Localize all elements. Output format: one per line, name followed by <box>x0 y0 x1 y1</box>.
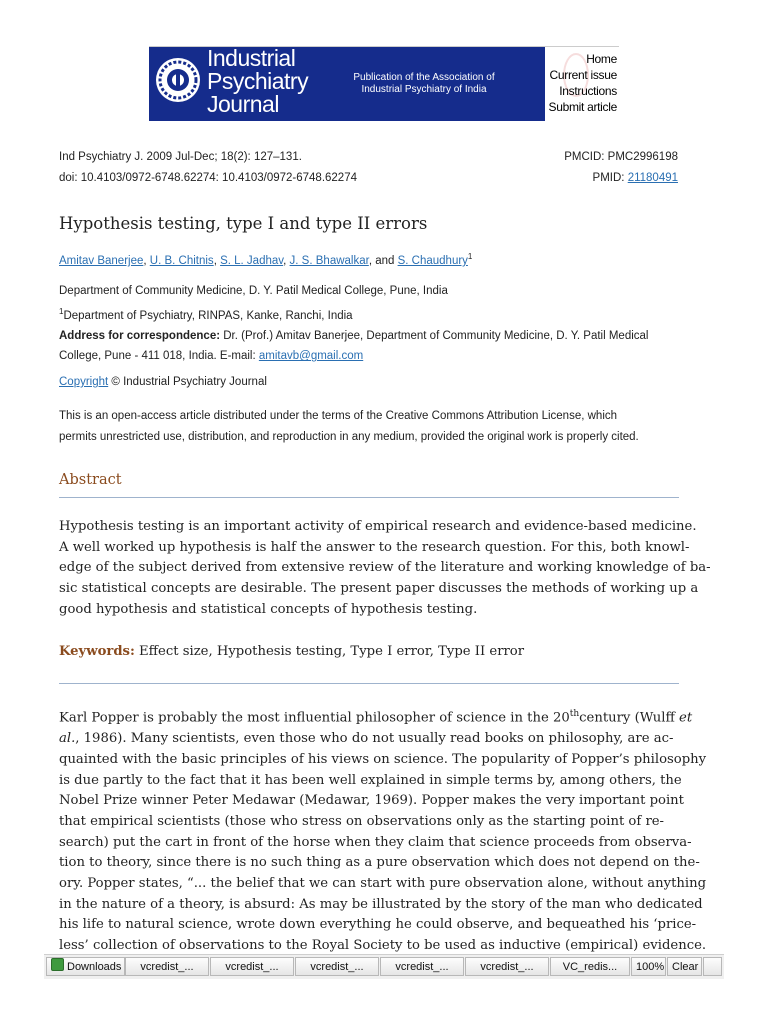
affiliation-marker: 1 <box>59 306 64 316</box>
email-link[interactable]: amitavb@gmail.com <box>258 350 364 363</box>
body-text-run: century (Wulff <box>579 710 680 726</box>
journal-logo-icon <box>155 57 201 103</box>
author-link[interactable]: S. L. Jadhav <box>220 254 284 267</box>
publication-line: Industrial Psychiatry of India <box>361 84 487 95</box>
nav-home-link[interactable]: Home <box>586 52 617 66</box>
doi: doi: 10.4103/0972-6748.62274: 10.4103/0972-6748.62274 <box>59 172 357 184</box>
affiliation-line-2 <box>59 302 689 326</box>
body-line: in the nature of a theory, is absurd: As may be illustrated by the story of the man who dedicated <box>59 896 703 912</box>
abstract-line: edge of the subject derived from extensive review of the literature and working knowledge of ba- <box>59 560 711 576</box>
body-line: quainted with the basic principles of his views on science. The popularity of Popper’s philosophy <box>59 751 707 767</box>
section-divider <box>59 497 679 498</box>
body-line: tion to theory, since there is no such thing as a pure observation which does not depend on the- <box>59 855 700 871</box>
section-divider <box>59 683 679 684</box>
journal-name-line: Journal <box>207 91 279 117</box>
abstract-line: sic statistical concepts are desirable. The present paper discusses the methods of working up a <box>59 581 699 597</box>
author-affiliation-marker: 1 <box>467 252 473 261</box>
pmcid: PMCID: PMC2996198 <box>564 151 678 163</box>
body-line: search) put the cart in front of the horse when they claim that science proceeds from observa- <box>59 834 692 850</box>
pmid-link[interactable]: 21180491 <box>627 172 678 184</box>
journal-banner <box>149 46 619 121</box>
downloads-icon <box>51 958 64 971</box>
abstract-line: A well worked up hypothesis is half the answer to the research question. For this, both knowl- <box>59 539 690 555</box>
zoom-level[interactable]: 100% <box>631 957 666 976</box>
body-line: less’ collection of observations to the Royal Society to be used as inductive (empirical) evidence. <box>59 938 707 954</box>
body-text-run: Karl Popper is probably the most influential philosopher of science in the 20 <box>59 710 570 726</box>
downloads-label: Downloads <box>67 961 122 973</box>
author-separator: , <box>143 254 150 267</box>
download-item[interactable]: vcredist_... <box>295 957 379 976</box>
author-separator: , <box>213 254 221 267</box>
body-line: Nobel Prize winner Peter Medawar (Medawar, 1969). Popper makes the very important point <box>59 793 684 809</box>
extra-button[interactable] <box>703 957 722 976</box>
affiliation-line: Department of Community Medicine, D. Y. Patil Medical College, Pune, India <box>59 285 448 297</box>
citation: Ind Psychiatry J. 2009 Jul-Dec; 18(2): 127–131. <box>59 151 302 163</box>
banner-nav <box>549 51 618 115</box>
body-line <box>59 729 679 750</box>
author-separator: , <box>283 254 290 267</box>
publication-text <box>339 72 509 96</box>
correspondence-line-2 <box>59 346 689 367</box>
correspondence-text: Dr. (Prof.) Amitav Banerjee, Department of Community Medicine, D. Y. Patil Medical <box>220 329 649 342</box>
publication-line: Publication of the Association of <box>353 72 495 83</box>
author-separator: , and <box>368 254 398 267</box>
pmid-line <box>593 172 678 184</box>
download-item[interactable]: vcredist_... <box>380 957 464 976</box>
downloads-button[interactable] <box>46 957 125 976</box>
author-link[interactable]: Amitav Banerjee <box>59 254 144 267</box>
body-line: that empirical scientists (those who stress on observations only as the starting point of re- <box>59 813 665 829</box>
download-item[interactable]: vcredist_... <box>125 957 209 976</box>
download-bar <box>44 954 724 979</box>
body-line: his life to natural science, wrote down everything he could observe, and bequeathed his ‘price- <box>59 917 697 933</box>
italic-text: et <box>679 710 693 726</box>
abstract-text <box>59 517 711 621</box>
keywords-line <box>59 642 679 663</box>
affiliation-block <box>59 281 689 367</box>
journal-name-line: Industrial <box>207 45 296 71</box>
download-item[interactable]: vcredist_... <box>465 957 549 976</box>
article-title: Hypothesis testing, type I and type II errors <box>59 214 428 233</box>
italic-text: al. <box>59 731 76 747</box>
author-link[interactable]: S. Chaudhury <box>397 254 468 267</box>
download-item[interactable]: VC_redis... <box>550 957 630 976</box>
abstract-line: good hypothesis and statistical concepts of hypothesis testing. <box>59 601 478 617</box>
body-text <box>59 704 707 957</box>
body-line <box>59 704 693 729</box>
copyright-link[interactable]: Copyright <box>59 376 109 388</box>
nav-submit-article-link[interactable]: Submit article <box>548 100 617 114</box>
copyright-line <box>59 376 267 388</box>
nav-current-issue-link[interactable]: Current issue <box>549 68 617 82</box>
correspondence-line <box>59 326 689 347</box>
author-link[interactable]: U. B. Chitnis <box>149 254 214 267</box>
author-link[interactable]: J. S. Bhawalkar <box>289 254 369 267</box>
superscript: th <box>569 709 580 719</box>
license-text <box>59 406 689 448</box>
body-line: is due partly to the fact that it has been well explained in simple terms by, among others, the <box>59 772 682 788</box>
correspondence-text: College, Pune - 411 018, India. E-mail: <box>59 350 259 363</box>
abstract-line: Hypothesis testing is an important activity of empirical research and evidence-based medicine. <box>59 519 697 534</box>
journal-name-line: Psychiatry <box>207 68 309 94</box>
clear-button[interactable]: Clear <box>667 957 702 976</box>
abstract-heading: Abstract <box>59 472 122 488</box>
keywords-label: Keywords: <box>59 644 135 659</box>
nav-instructions-link[interactable]: Instructions <box>559 84 617 98</box>
copyright-text: © Industrial Psychiatry Journal <box>108 376 267 388</box>
keywords-text: Effect size, Hypothesis testing, Type I error, Type II error <box>134 644 525 659</box>
journal-name <box>207 47 308 116</box>
banner-blue-panel <box>149 47 545 121</box>
author-list <box>59 252 472 267</box>
affiliation-text: Department of Psychiatry, RINPAS, Kanke, Ranchi, India <box>63 309 353 322</box>
license-line: permits unrestricted use, distribution, and reproduction in any medium, provided the original work is properly cited. <box>59 431 639 443</box>
body-text-run: , 1986). Many scientists, even those who do not usually read books on philosophy, are ac- <box>75 731 674 747</box>
license-line: This is an open-access article distributed under the terms of the Creative Commons Attribution License, which <box>59 410 618 422</box>
download-item[interactable]: vcredist_... <box>210 957 294 976</box>
correspondence-label: Address for correspondence: <box>59 329 221 342</box>
body-line: ory. Popper states, “... the belief that we can start with pure observation alone, without anything <box>59 876 707 892</box>
pmid-label: PMID: <box>592 172 628 184</box>
